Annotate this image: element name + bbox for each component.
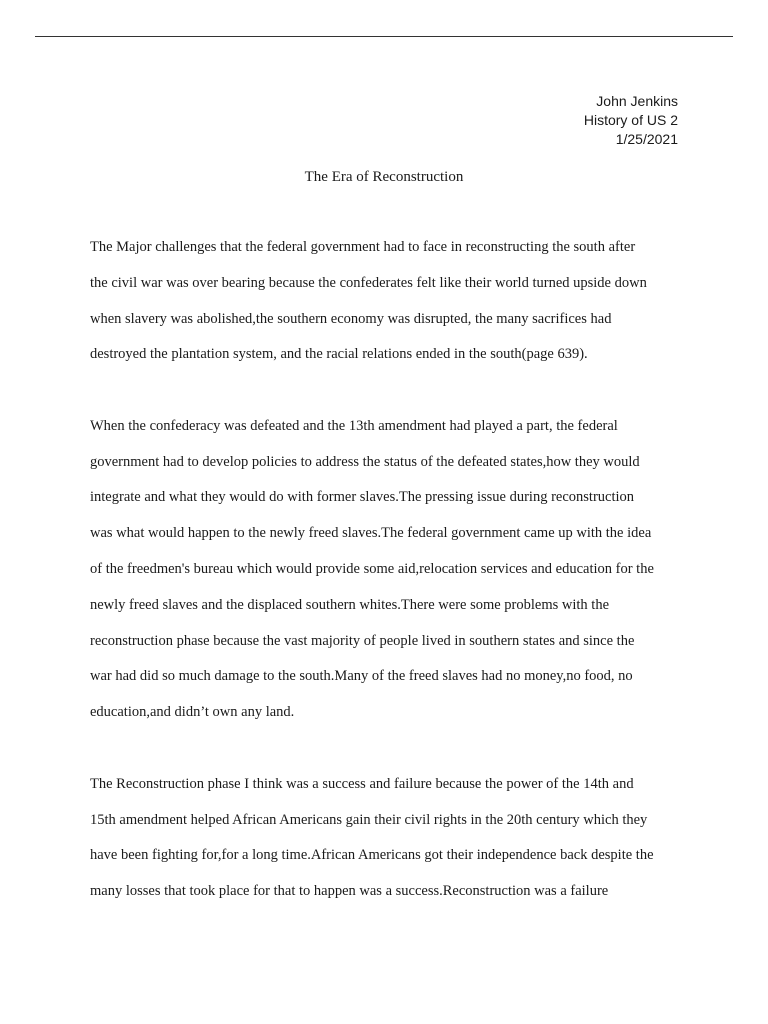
text-line: was what would happen to the newly freed slaves.The federal government came up with the idea bbox=[90, 525, 652, 542]
text-line: newly freed slaves and the displaced southern whites.There were some problems with the bbox=[90, 596, 610, 613]
text-line: of the freedmen's bureau which would provide some aid,relocation services and education for the bbox=[90, 561, 654, 578]
document-date: 1/25/2021 bbox=[615, 131, 678, 147]
text-line: government had to develop policies to address the status of the defeated states,how they would bbox=[90, 453, 640, 470]
text-line: When the confederacy was defeated and the 13th amendment had played a part, the federal bbox=[90, 417, 618, 434]
text-line: reconstruction phase because the vast majority of people lived in southern states and since the bbox=[90, 632, 635, 649]
paragraph-1 bbox=[90, 230, 682, 373]
paragraph-3 bbox=[90, 767, 682, 910]
text-line: integrate and what they would do with former slaves.The pressing issue during reconstruction bbox=[90, 489, 635, 506]
text-line: The Major challenges that the federal government had to face in reconstructing the south after bbox=[90, 239, 636, 255]
author-name: John Jenkins bbox=[596, 93, 678, 109]
text-line: war had did so much damage to the south.Many of the freed slaves had no money,no food, no bbox=[90, 668, 633, 685]
text-line: the civil war was over bearing because the confederates felt like their world turned upside down bbox=[90, 274, 647, 291]
text-line: many losses that took place for that to happen was a success.Reconstruction was a failure bbox=[90, 883, 609, 900]
document-title: The Era of Reconstruction bbox=[304, 169, 464, 185]
text-line: 15th amendment helped African Americans gain their civil rights in the 20th century which they bbox=[90, 811, 648, 828]
text-line: destroyed the plantation system, and the racial relations ended in the south(page 639). bbox=[90, 346, 588, 363]
course-name: History of US 2 bbox=[583, 112, 678, 128]
text-line: when slavery was abolished,the southern economy was disrupted, the many sacrifices had bbox=[90, 310, 612, 327]
document-header bbox=[584, 92, 678, 149]
text-line: have been fighting for,for a long time.African Americans got their independence back despite the bbox=[90, 847, 654, 864]
document-body bbox=[90, 230, 682, 946]
text-line: education,and didn’t own any land. bbox=[90, 704, 295, 721]
page-top-rule bbox=[35, 36, 733, 37]
paragraph-2 bbox=[90, 409, 682, 731]
text-line: The Reconstruction phase I think was a success and failure because the power of the 14th and bbox=[90, 775, 634, 792]
